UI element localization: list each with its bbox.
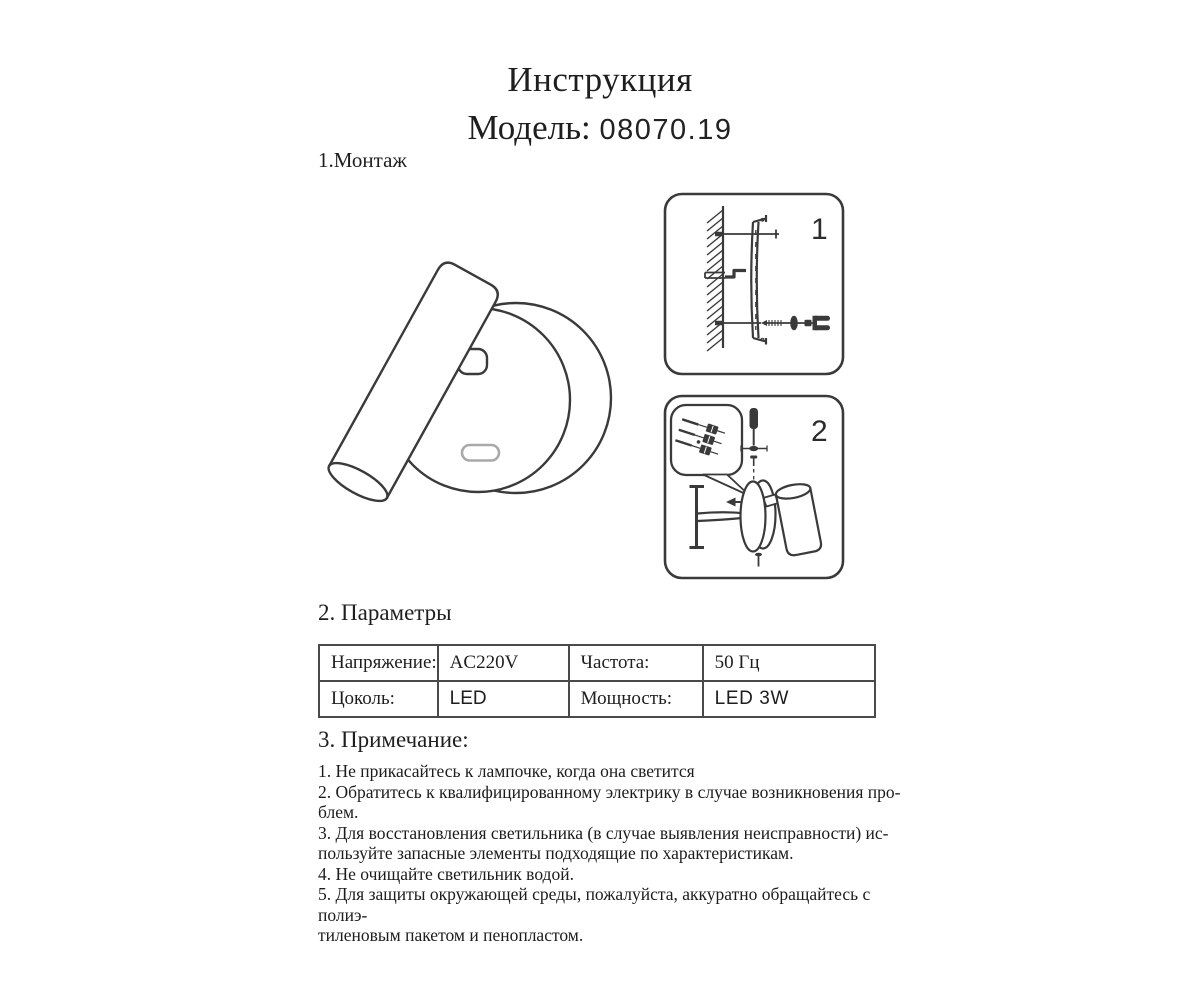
- parameters-table: [318, 644, 876, 718]
- model-line: [0, 108, 1200, 148]
- notes-list: [318, 761, 918, 946]
- note-line: 3. Для восстановления светильника (в случае выявления неисправности) ис-: [318, 822, 889, 843]
- note-line: пользуйте запасные элементы подходящие по характеристикам.: [318, 843, 794, 863]
- montage-step-1-diagram: [663, 192, 845, 376]
- table-row: [319, 645, 875, 681]
- top-screw-icon: [715, 230, 779, 239]
- param-label: Частота:: [569, 645, 703, 681]
- wall-anchor-icon: [705, 271, 746, 279]
- fixing-screw-bottom-icon: [755, 553, 762, 567]
- note-line: тиленовым пакетом и пенопластом.: [318, 925, 584, 945]
- model-label: Модель:: [467, 108, 591, 147]
- param-value: LED 3W: [703, 681, 875, 717]
- note-line: 2. Обратитесь к квалифицированному электрику в случае возникновения про-: [318, 781, 901, 802]
- wiring-callout-icon: [671, 405, 750, 496]
- fixture-icon: [741, 481, 823, 557]
- section-params-heading: 2. Параметры: [318, 600, 452, 625]
- note-line: 5. Для защиты окружающей среды, пожалуйста, аккуратно обращайтесь с полиэ-: [318, 884, 871, 925]
- bracket-side-view-icon: [690, 487, 748, 548]
- table-row: [319, 681, 875, 717]
- section-montage-heading: 1.Монтаж: [318, 148, 407, 172]
- param-label: Мощность:: [569, 681, 703, 717]
- fixture-tube-icon: [775, 482, 823, 557]
- param-label: Напряжение:: [319, 645, 438, 681]
- expansion-bolt-icon: [761, 316, 830, 330]
- note-line: блем.: [318, 802, 359, 822]
- fixture-base-front-disc-icon: [741, 482, 766, 552]
- lamp-switch-icon: [462, 445, 499, 461]
- page-title: Инструкция: [507, 60, 693, 99]
- screwdriver-icon: [741, 408, 767, 452]
- note-line: 4. Не очищайте светильник водой.: [318, 863, 574, 884]
- step-1-number: 1: [811, 213, 828, 246]
- param-label: Цоколь:: [319, 681, 438, 717]
- step-2-number: 2: [811, 415, 828, 448]
- model-number: 08070.19: [599, 114, 733, 146]
- terminal-block-icon: [674, 415, 726, 458]
- section-notes-heading: 3. Примечание:: [318, 727, 469, 752]
- param-value: LED: [438, 681, 569, 717]
- lamp-line-drawing: [300, 240, 630, 520]
- param-value: AC220V: [438, 645, 569, 681]
- param-value: 50 Гц: [703, 645, 875, 681]
- montage-step-2-diagram: [663, 394, 845, 580]
- note-line: 1. Не прикасайтесь к лампочке, когда она светится: [318, 761, 695, 781]
- fixing-screw-top-icon: [750, 456, 757, 482]
